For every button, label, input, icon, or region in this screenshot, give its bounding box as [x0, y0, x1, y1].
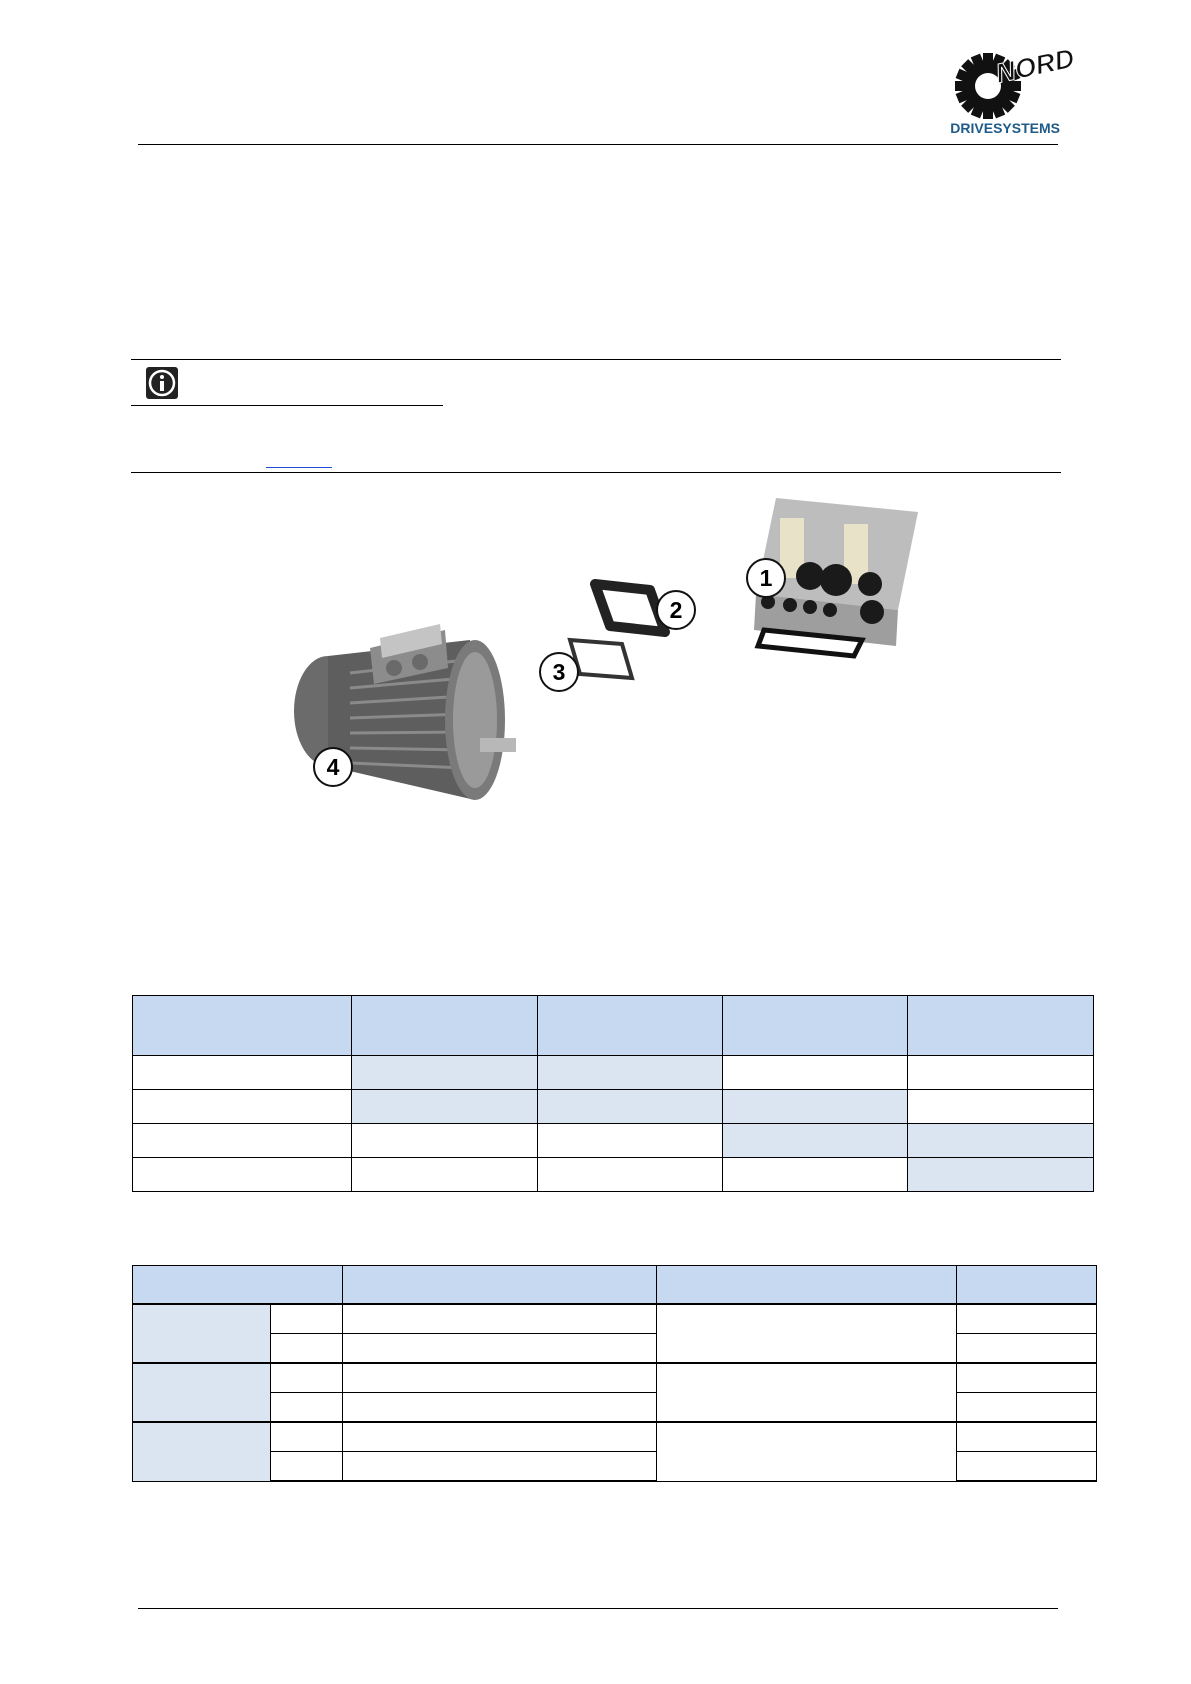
- table-row: [133, 1056, 1094, 1090]
- table-header-row: [133, 1266, 1097, 1305]
- table-cell: [133, 1090, 352, 1124]
- table-cell: [343, 1363, 657, 1393]
- table-cell: [271, 1393, 343, 1423]
- assembly-illustration: [270, 498, 950, 808]
- table-header-cell: [723, 996, 908, 1056]
- table-row: [133, 1158, 1094, 1192]
- brand-name: DRIVESYSTEMS: [950, 120, 1060, 136]
- table-header-cell: [908, 996, 1094, 1056]
- table-header-cell: [133, 1266, 343, 1305]
- table-cell: [908, 1090, 1094, 1124]
- table-cell: [343, 1393, 657, 1423]
- table-cell: [133, 1158, 352, 1192]
- callout-4: 4: [313, 747, 353, 787]
- table-header-cell: [352, 996, 538, 1056]
- table-row: [133, 1090, 1094, 1124]
- assembly-figure: [270, 498, 950, 808]
- table-cell: [723, 1158, 908, 1192]
- svg-text:NORD: NORD: [993, 42, 1078, 89]
- table-cell: [957, 1304, 1097, 1334]
- table-header-cell: [133, 996, 352, 1056]
- group-label-cell: [133, 1422, 271, 1481]
- cross-reference-link[interactable]: [266, 467, 332, 468]
- table-cell-highlight: [538, 1090, 723, 1124]
- table-cell: [343, 1452, 657, 1482]
- table-cell: [657, 1304, 957, 1363]
- table-cell: [957, 1452, 1097, 1482]
- table-cell: [657, 1422, 957, 1481]
- table-cell: [271, 1452, 343, 1482]
- table-header-row: [133, 996, 1094, 1056]
- table-cell: [957, 1334, 1097, 1364]
- compatibility-table: [132, 995, 1094, 1192]
- table-row: [133, 1304, 1097, 1334]
- table-cell: [271, 1334, 343, 1364]
- table-cell: [271, 1363, 343, 1393]
- table-cell: [957, 1393, 1097, 1423]
- gasket-illustration: [570, 584, 665, 678]
- table-cell: [133, 1124, 352, 1158]
- table-cell-highlight: [352, 1090, 538, 1124]
- table-cell: [343, 1304, 657, 1334]
- group-label-cell: [133, 1363, 271, 1422]
- nord-logo: [948, 42, 1078, 138]
- table-cell: [957, 1422, 1097, 1452]
- table-header-cell: [657, 1266, 957, 1305]
- table-cell: [352, 1158, 538, 1192]
- info-icon: [146, 367, 178, 399]
- footer-rule: [138, 1608, 1058, 1609]
- group-label-cell: [133, 1304, 271, 1363]
- table-cell: [352, 1124, 538, 1158]
- table-cell-highlight: [352, 1056, 538, 1090]
- gear-logo-icon: [948, 42, 1078, 118]
- table-header-cell: [957, 1266, 1097, 1305]
- info-box-title-rule: [131, 405, 443, 406]
- table-cell: [538, 1124, 723, 1158]
- table-cell-highlight: [723, 1090, 908, 1124]
- table-cell: [271, 1422, 343, 1452]
- table-row: [133, 1363, 1097, 1393]
- table-cell-highlight: [538, 1056, 723, 1090]
- callout-2: 2: [656, 590, 696, 630]
- table-row: [133, 1422, 1097, 1452]
- table-cell: [657, 1363, 957, 1422]
- info-box-top-rule: [131, 359, 1061, 360]
- table-row: [133, 1124, 1094, 1158]
- table-cell: [343, 1334, 657, 1364]
- table-cell-highlight: [908, 1124, 1094, 1158]
- table-cell-highlight: [723, 1124, 908, 1158]
- table-cell: [271, 1304, 343, 1334]
- table-cell: [343, 1422, 657, 1452]
- callout-1: 1: [746, 558, 786, 598]
- callout-3: 3: [539, 652, 579, 692]
- table-cell: [538, 1158, 723, 1192]
- header-rule: [138, 144, 1058, 145]
- table-cell: [723, 1056, 908, 1090]
- table-header-cell: [538, 996, 723, 1056]
- table-cell-highlight: [908, 1158, 1094, 1192]
- table-header-cell: [343, 1266, 657, 1305]
- table-cell: [957, 1363, 1097, 1393]
- kit-table: [132, 1265, 1097, 1482]
- table-cell: [908, 1056, 1094, 1090]
- info-box-bottom-rule: [131, 472, 1061, 473]
- table-cell: [133, 1056, 352, 1090]
